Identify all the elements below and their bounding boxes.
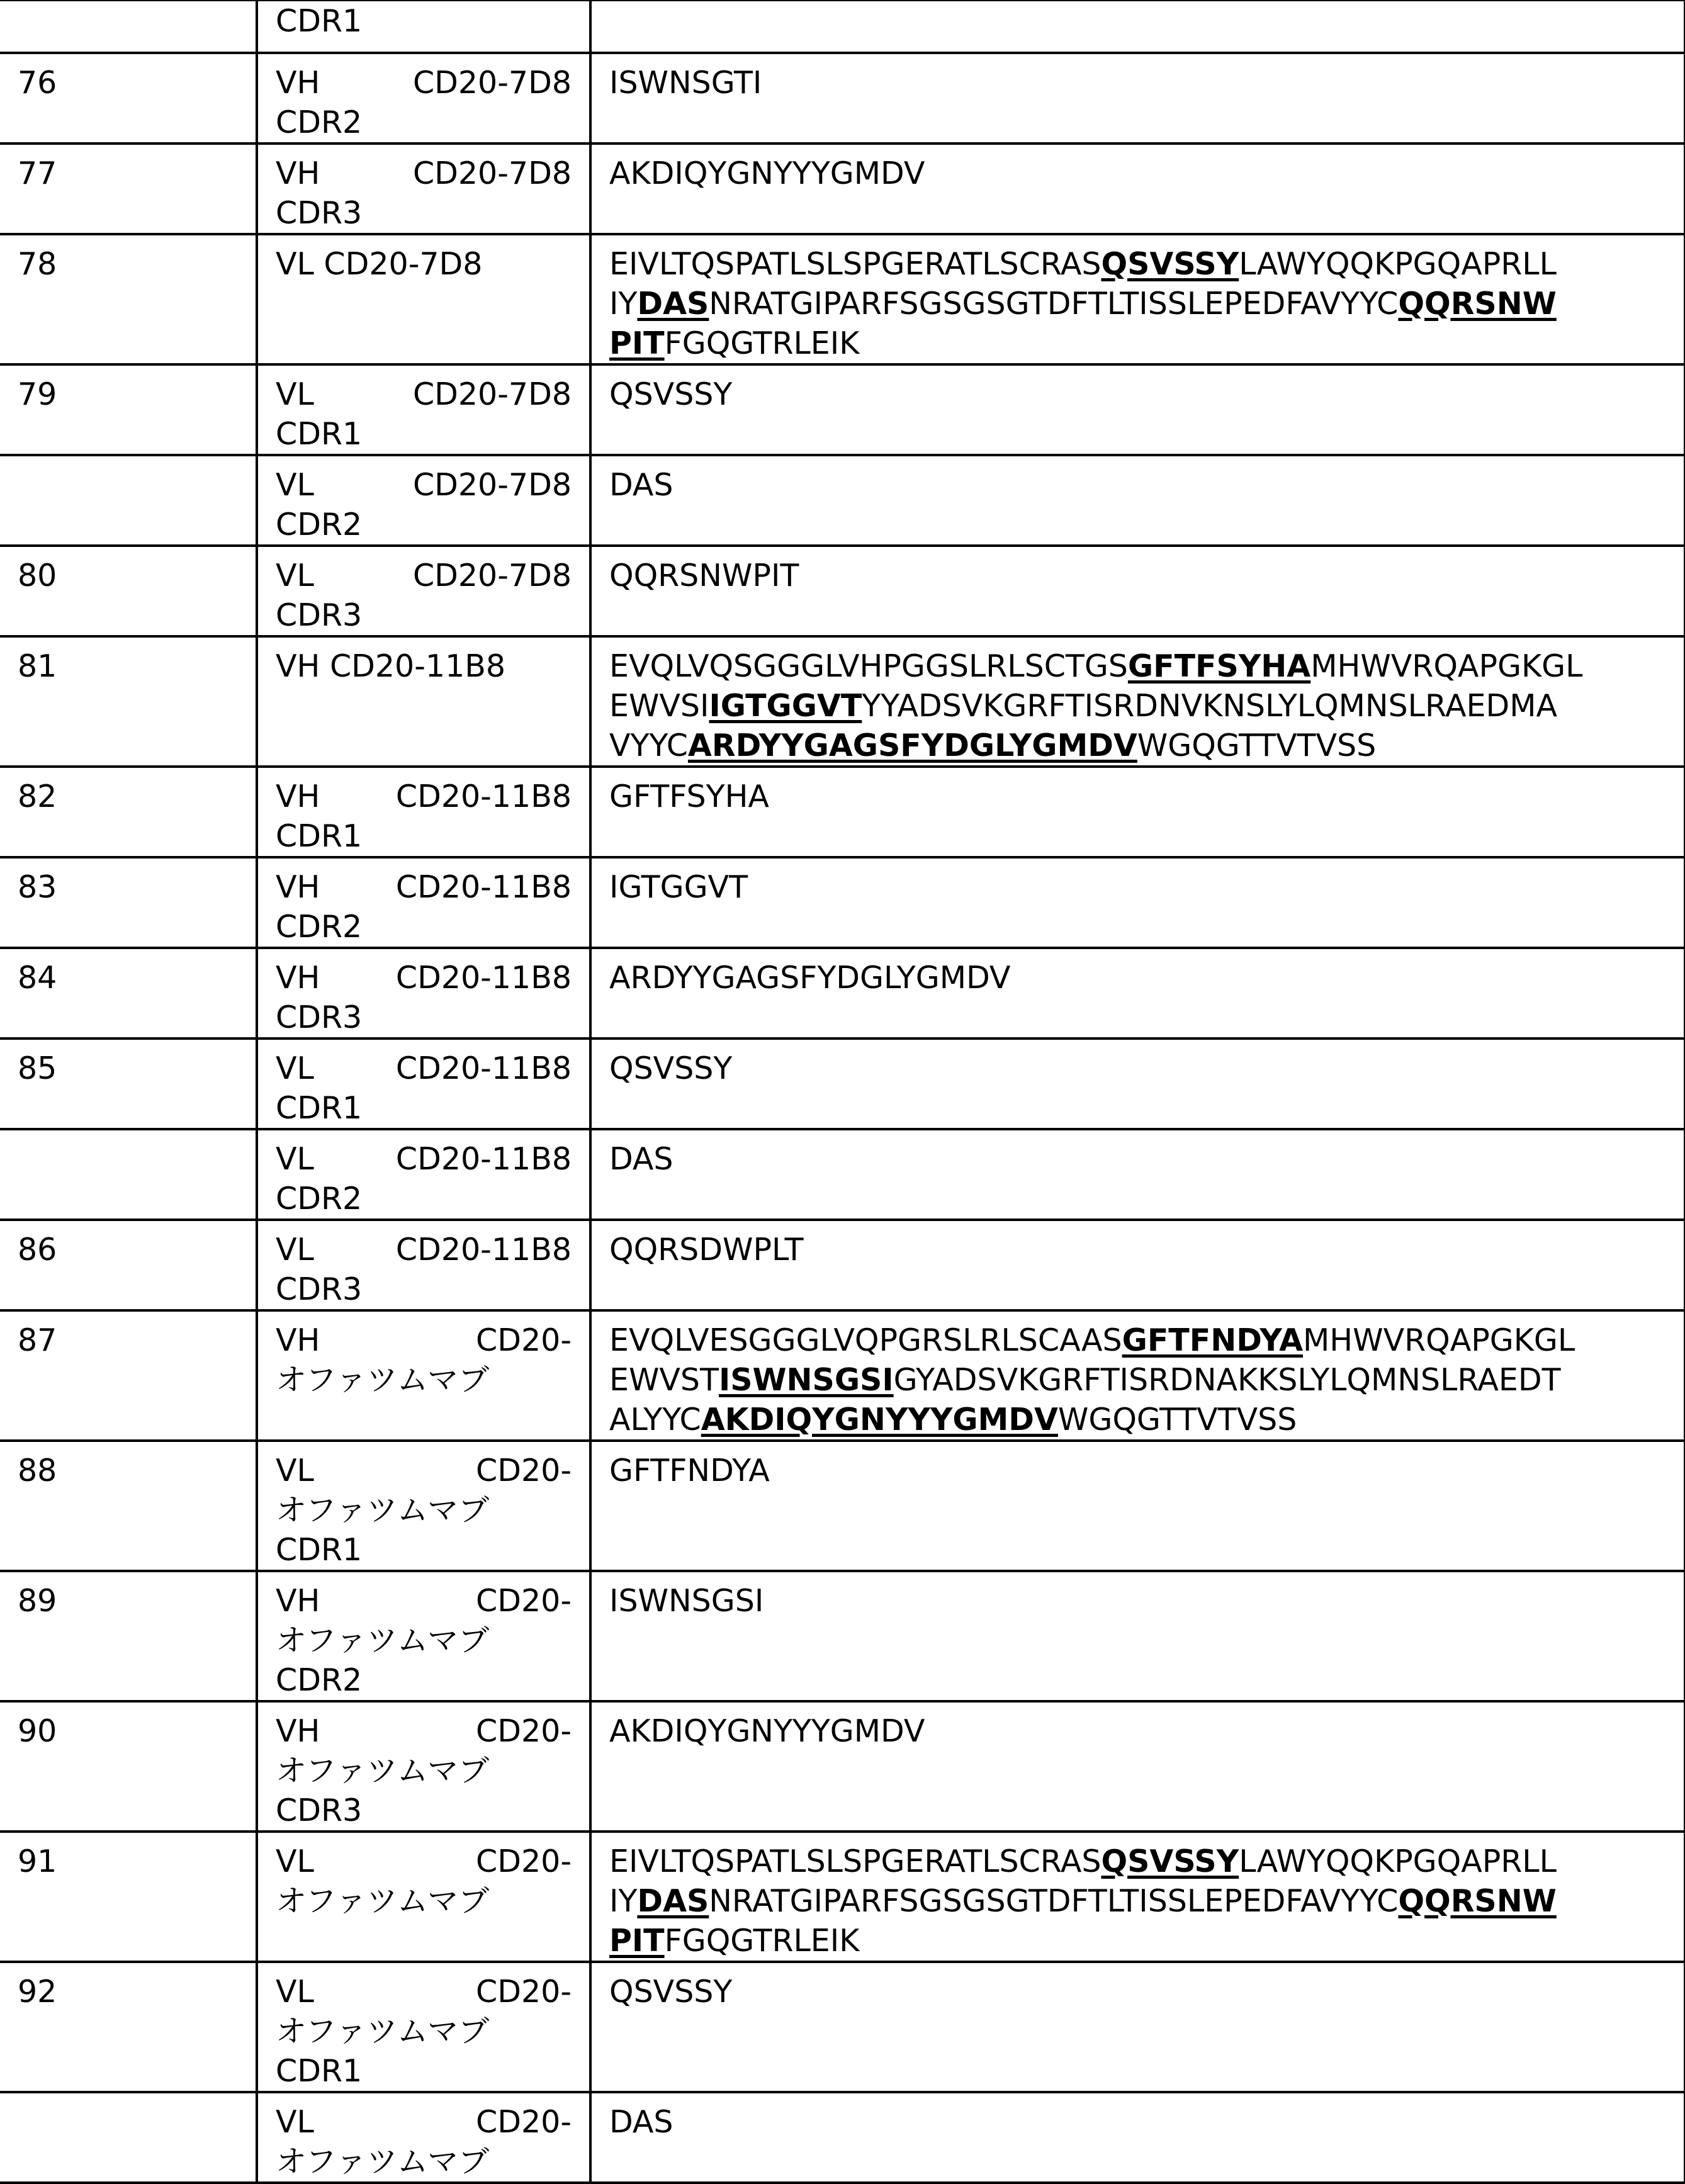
description-line: VL CD20-7D8 <box>276 465 572 505</box>
sequence-cell <box>590 948 1685 1039</box>
description-line: CDR3 <box>276 1269 572 1309</box>
sequence-segment: EVQLVESGGGLVQPGRSLRLSCAAS <box>609 1322 1122 1358</box>
seq-id-cell: 90 <box>0 1701 257 1832</box>
description-line: CDR3 <box>276 998 572 1037</box>
description-cell <box>257 1441 590 1571</box>
sequence-segment: EIVLTQSPATLSLSPGERATLSCRAS <box>609 246 1101 282</box>
sequence-cell <box>590 1701 1685 1832</box>
seq-id-cell: 85 <box>0 1039 257 1129</box>
sequence-line <box>609 686 1666 726</box>
table-row <box>0 1441 1685 1571</box>
sequence-segment: IY <box>609 1883 637 1919</box>
description-line: オファツムマブ <box>276 2012 572 2051</box>
cdr-segment: QQRSNW <box>1398 286 1556 322</box>
sequence-segment: IGTGGVT <box>609 869 748 905</box>
sequence-segment: QSVSSY <box>609 376 732 412</box>
sequence-cell <box>590 636 1685 767</box>
description-line: VL CD20-11B8 <box>276 1139 572 1179</box>
sequence-cell <box>590 144 1685 234</box>
description-cell <box>257 455 590 546</box>
description-line: CDR1 <box>276 1530 572 1570</box>
sequence-segment: AKDIQYGNYYYGMDV <box>609 1713 925 1749</box>
sequence-segment: GFTFNDYA <box>609 1453 770 1489</box>
cdr-segment: GFTFNDYA <box>1122 1322 1303 1358</box>
description-line: CDR3 <box>276 193 572 233</box>
sequence-line <box>609 1881 1666 1921</box>
sequence-segment: DAS <box>609 2104 673 2140</box>
description-cell <box>257 53 590 144</box>
sequence-segment: EIVLTQSPATLSLSPGERATLSCRAS <box>609 1843 1101 1879</box>
sequence-segment: NRATGIPARFSGSGSGTDFTLTISSLEPEDFAVYYC <box>709 286 1398 322</box>
sequence-segment: MHWVRQAPGKGL <box>1303 1322 1575 1358</box>
description-line: VL CD20- <box>276 2102 572 2142</box>
sequence-line <box>609 63 1666 103</box>
sequence-segment: QQRSNWPIT <box>609 558 799 594</box>
description-cell <box>257 1832 590 1962</box>
seq-id-cell: 76 <box>0 53 257 144</box>
cdr-segment: AKDIQYGNYYYGMDV <box>701 1402 1058 1438</box>
sequence-table <box>0 0 1685 2184</box>
table-row <box>0 767 1685 857</box>
description-cell <box>257 767 590 857</box>
sequence-line <box>609 465 1666 505</box>
table-row <box>0 1310 1685 1441</box>
sequence-segment: DAS <box>609 467 673 503</box>
sequence-cell <box>590 1962 1685 2092</box>
table-row <box>0 1701 1685 1832</box>
description-cell <box>257 1701 590 1832</box>
description-line: CDR2 <box>276 103 572 142</box>
description-cell <box>257 948 590 1039</box>
sequence-segment: FGQGTRLEIK <box>665 325 860 361</box>
sequence-line <box>609 2102 1666 2142</box>
sequence-line <box>609 1451 1666 1490</box>
sequence-line <box>609 1711 1666 1751</box>
description-line: オファツムマブ <box>276 2142 572 2181</box>
table-row <box>0 455 1685 546</box>
sequence-cell <box>590 2092 1685 2183</box>
description-line: VL CD20-7D8 <box>276 556 572 595</box>
sequence-cell <box>590 455 1685 546</box>
description-line: オファツムマブ <box>276 1360 572 1400</box>
description-line: VL CD20- <box>276 1842 572 1881</box>
sequence-line <box>609 1360 1666 1400</box>
table-row <box>0 857 1685 948</box>
sequence-segment: DAS <box>609 1141 673 1177</box>
table-row <box>0 1832 1685 1962</box>
description-line: CDR1 <box>276 816 572 856</box>
description-line: VH CD20- <box>276 1581 572 1621</box>
description-line: VL CD20-7D8 <box>276 374 572 414</box>
description-cell <box>257 1571 590 1701</box>
sequence-cell <box>590 1832 1685 1962</box>
sequence-line <box>609 374 1666 414</box>
seq-id-cell <box>0 455 257 546</box>
description-line: VH CD20- <box>276 1711 572 1751</box>
sequence-cell <box>590 234 1685 364</box>
sequence-segment: WGQGTTVTVSS <box>1137 728 1376 763</box>
sequence-line <box>609 1230 1666 1269</box>
seq-id-cell: 87 <box>0 1310 257 1441</box>
seq-id-cell <box>0 1129 257 1220</box>
seq-id-cell: 89 <box>0 1571 257 1701</box>
sequence-segment: AKDIQYGNYYYGMDV <box>609 155 925 191</box>
table-row <box>0 636 1685 767</box>
description-cell <box>257 546 590 636</box>
description-cell <box>257 1129 590 1220</box>
description-line: VH CD20-7D8 <box>276 154 572 193</box>
sequence-cell <box>590 1571 1685 1701</box>
description-cell <box>257 364 590 455</box>
sequence-cell <box>590 0 1685 53</box>
sequence-line <box>609 1139 1666 1179</box>
seq-id-cell: 80 <box>0 546 257 636</box>
sequence-line <box>609 556 1666 595</box>
sequence-line <box>609 646 1666 686</box>
sequence-line <box>609 777 1666 816</box>
description-line: CDR1 <box>276 1 572 41</box>
sequence-cell <box>590 1129 1685 1220</box>
description-line: CDR3 <box>276 1791 572 1830</box>
description-line: VL CD20- <box>276 1451 572 1490</box>
table-row <box>0 1129 1685 1220</box>
description-cell <box>257 1220 590 1310</box>
sequence-segment: WGQGTTVTVSS <box>1058 1402 1297 1438</box>
sequence-segment: QQRSDWPLT <box>609 1232 804 1268</box>
sequence-cell <box>590 546 1685 636</box>
description-line: オファツムマブ <box>276 1881 572 1921</box>
description-line: VH CD20-11B8 <box>276 777 572 816</box>
sequence-segment: ISWNSGTI <box>609 65 762 101</box>
description-cell <box>257 234 590 364</box>
sequence-cell <box>590 1039 1685 1129</box>
table-row <box>0 1220 1685 1310</box>
sequence-segment: QSVSSY <box>609 1974 732 2010</box>
seq-id-cell: 91 <box>0 1832 257 1962</box>
sequence-line <box>609 1842 1666 1881</box>
seq-id-cell <box>0 2092 257 2183</box>
description-line: オファツムマブ <box>276 1751 572 1791</box>
description-line: CDR1 <box>276 414 572 454</box>
sequence-cell <box>590 1310 1685 1441</box>
sequence-segment: VYYC <box>609 728 688 763</box>
sequence-line <box>609 1581 1666 1621</box>
sequence-segment: LAWYQQKPGQAPRLL <box>1239 1843 1557 1879</box>
table-row <box>0 1039 1685 1129</box>
cdr-segment: PIT <box>609 1923 665 1959</box>
sequence-line <box>609 726 1666 765</box>
description-cell <box>257 144 590 234</box>
description-cell <box>257 636 590 767</box>
description-line: CDR2 <box>276 1660 572 1700</box>
description-line: CDR1 <box>276 1088 572 1128</box>
sequence-cell <box>590 857 1685 948</box>
sequence-segment: GYADSVKGRFTISRDNAKKSLYLQMNSLRAEDT <box>894 1362 1561 1398</box>
sequence-line <box>609 1921 1666 1961</box>
sequence-segment: GFTFSYHA <box>609 779 769 814</box>
description-line: オファツムマブ <box>276 1490 572 1530</box>
table-row <box>0 144 1685 234</box>
description-line: VH CD20-11B8 <box>276 867 572 907</box>
cdr-segment: QSVSSY <box>1101 246 1239 282</box>
table-row <box>0 1571 1685 1701</box>
description-line: CDR2 <box>276 1179 572 1219</box>
description-line: CDR3 <box>276 595 572 635</box>
sequence-segment: EVQLVQSGGGLVHPGGSLRLSCTGS <box>609 648 1128 684</box>
sequence-segment: ALYYC <box>609 1402 701 1438</box>
description-line: CDR2 <box>276 907 572 947</box>
cdr-segment: DAS <box>637 286 709 322</box>
description-line: オファツムマブ <box>276 1621 572 1660</box>
sequence-line <box>609 1049 1666 1088</box>
description-line: VH CD20-7D8 <box>276 63 572 103</box>
description-line: VL CD20-7D8 <box>276 244 572 284</box>
sequence-line <box>609 1400 1666 1439</box>
sequence-cell <box>590 1441 1685 1571</box>
sequence-segment: EWVSI <box>609 688 709 724</box>
sequence-segment: LAWYQQKPGQAPRLL <box>1239 246 1557 282</box>
description-line: VH CD20-11B8 <box>276 958 572 998</box>
cdr-segment: PIT <box>609 325 665 361</box>
table-row <box>0 234 1685 364</box>
sequence-line <box>609 284 1666 324</box>
cdr-segment: GFTFSYHA <box>1128 648 1310 684</box>
sequence-segment: EWVST <box>609 1362 719 1398</box>
seq-id-cell: 88 <box>0 1441 257 1571</box>
description-cell <box>257 1962 590 2092</box>
description-cell <box>257 1310 590 1441</box>
sequence-line <box>609 324 1666 363</box>
table-row <box>0 2092 1685 2183</box>
sequence-segment: ISWNSGSI <box>609 1583 764 1619</box>
seq-id-cell: 83 <box>0 857 257 948</box>
sequence-line <box>609 1972 1666 2012</box>
seq-id-cell: 81 <box>0 636 257 767</box>
table-row <box>0 546 1685 636</box>
seq-id-cell: 82 <box>0 767 257 857</box>
description-cell <box>257 857 590 948</box>
description-line: CDR2 <box>276 505 572 544</box>
sequence-line <box>609 1320 1666 1360</box>
description-cell <box>257 2092 590 2183</box>
table-row <box>0 53 1685 144</box>
table-row <box>0 364 1685 455</box>
cdr-segment: ISWNSGSI <box>719 1362 894 1398</box>
sequence-segment: MHWVRQAPGKGL <box>1310 648 1582 684</box>
seq-id-cell: 77 <box>0 144 257 234</box>
seq-id-cell: 84 <box>0 948 257 1039</box>
cdr-segment: QQRSNW <box>1398 1883 1556 1919</box>
description-line: VL CD20-11B8 <box>276 1049 572 1088</box>
description-line: VL CD20-11B8 <box>276 1230 572 1269</box>
sequence-cell <box>590 364 1685 455</box>
sequence-cell <box>590 53 1685 144</box>
description-cell <box>257 1039 590 1129</box>
description-cell <box>257 0 590 53</box>
cdr-segment: IGTGGVT <box>709 688 862 724</box>
sequence-line <box>609 958 1666 998</box>
sequence-line <box>609 867 1666 907</box>
sequence-segment: QSVSSY <box>609 1050 732 1086</box>
seq-id-cell: 79 <box>0 364 257 455</box>
sequence-segment: FGQGTRLEIK <box>665 1923 860 1959</box>
description-line: VH CD20- <box>276 1320 572 1360</box>
seq-id-cell: 86 <box>0 1220 257 1310</box>
sequence-segment: IY <box>609 286 637 322</box>
sequence-cell <box>590 767 1685 857</box>
seq-id-cell: 78 <box>0 234 257 364</box>
description-line: CDR1 <box>276 2051 572 2091</box>
description-line: VL CD20- <box>276 1972 572 2012</box>
seq-id-cell: 92 <box>0 1962 257 2092</box>
cdr-segment: QSVSSY <box>1101 1843 1239 1879</box>
cdr-segment: ARDYYGAGSFYDGLYGMDV <box>688 728 1137 763</box>
description-line: VH CD20-11B8 <box>276 646 572 686</box>
sequence-line <box>609 244 1666 284</box>
table-row <box>0 0 1685 53</box>
sequence-cell <box>590 1220 1685 1310</box>
table-row <box>0 948 1685 1039</box>
sequence-line <box>609 154 1666 193</box>
seq-id-cell <box>0 0 257 53</box>
sequence-table-body <box>0 0 1685 2183</box>
table-row <box>0 1962 1685 2092</box>
sequence-segment: YYADSVKGRFTISRDNVKNSLYLQMNSLRAEDMA <box>862 688 1557 724</box>
sequence-segment: NRATGIPARFSGSGSGTDFTLTISSLEPEDFAVYYC <box>709 1883 1398 1919</box>
cdr-segment: DAS <box>637 1883 709 1919</box>
sequence-segment: ARDYYGAGSFYDGLYGMDV <box>609 960 1010 996</box>
